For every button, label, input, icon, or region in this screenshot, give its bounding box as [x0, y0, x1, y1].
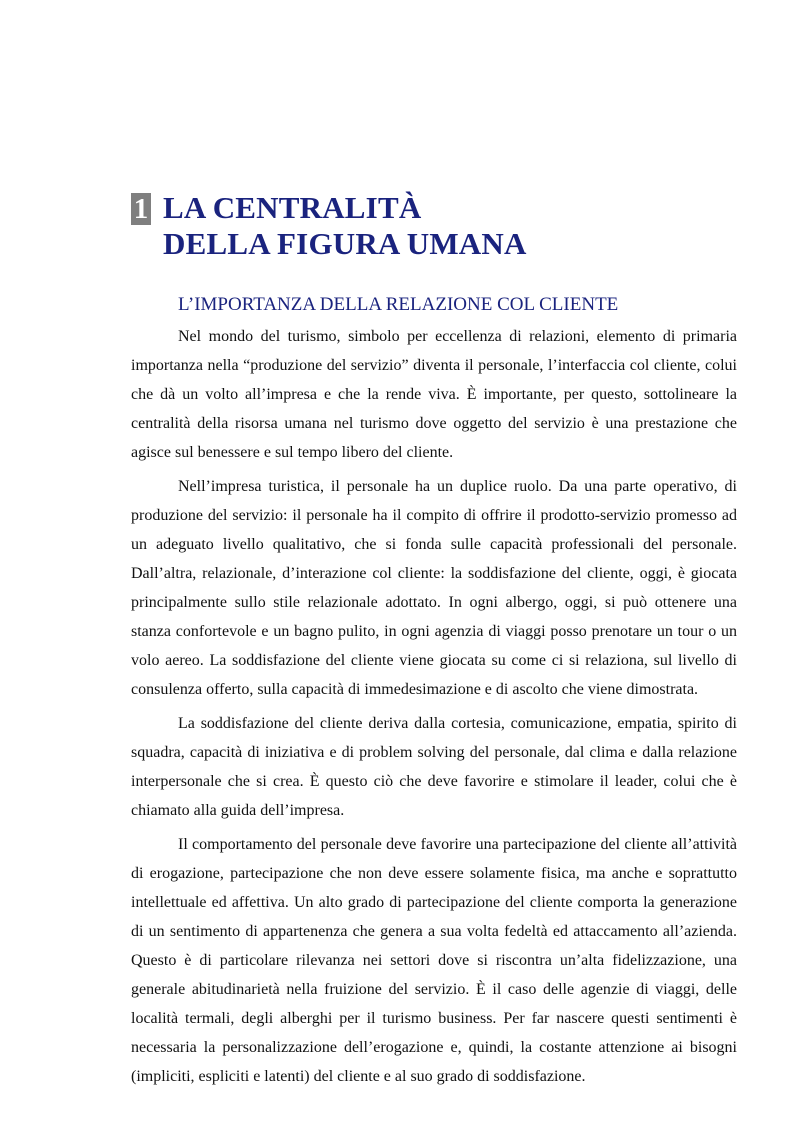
paragraph: Nell’impresa turistica, il personale ha un duplice ruolo. Da una parte operativo, di produzione del servizio: il personale ha il compito di offrire il prodotto-servizio promesso ad un adeguato livello qualitativo, che si fonda sulle capacità professionali del personale. Dall’altra, relazionale, d’interazione col cliente: la soddisfazione del cliente, oggi, è giocata principalmente sullo stile relazionale adottato. In ogni albergo, oggi, si può ottenere una stanza confortevole e un bagno pulito, in ogni agenzia di viaggi posso prenotare un tour o un volo aereo. La soddisfazione del cliente viene giocata su come ci si relaziona, sul livello di consulenza offerto, sulla capacità di immedesimazione e di ascolto che viene dimostrata. — [131, 478, 737, 698]
chapter-number-box: 1 — [131, 193, 151, 225]
chapter-title-line-1: LA CENTRALITÀ — [163, 190, 422, 225]
paragraph: Nel mondo del turismo, simbolo per eccellenza di relazioni, elemento di primaria importanza nella “produzione del servizio” diventa il personale, l’interfaccia col cliente, colui che dà un volto all’impresa e che la rende viva. È importante, per questo, sottolineare la centralità della risorsa umana nel turismo dove oggetto del servizio è una prestazione che agisce sul benessere e sul tempo libero del cliente. — [131, 328, 737, 461]
section-title: L’IMPORTANZA DELLA RELAZIONE COL CLIENTE — [178, 294, 619, 315]
body-text — [131, 322, 737, 1096]
paragraph: Il comportamento del personale deve favorire una partecipazione del cliente all’attività di erogazione, partecipazione che non deve essere solamente fisica, ma anche e soprattutto intellettuale ed affettiva. Un alto grado di partecipazione del cliente comporta la generazione di un sentimento di appartenenza che genera a sua volta fedeltà ed attaccamento all’azienda. Questo è di particolare rilevanza nei settori dove si riscontra un’alta fidelizzazione, una generale abitudinarietà nella fruizione del servizio. È il caso delle agenzie di viaggi, delle località termali, degli alberghi per il turismo business. Per far nascere questi sentimenti è necessaria la personalizzazione dell’erogazione e, quindi, la costante attenzione ai bisogni (impliciti, espliciti e latenti) del cliente e al suo grado di soddisfazione. — [131, 836, 737, 1085]
paragraph: La soddisfazione del cliente deriva dalla cortesia, comunicazione, empatia, spirito di squadra, capacità di iniziativa e di problem solving del personale, dal clima e dalla relazione interpersonale che si crea. È questo ciò che deve favorire e stimolare il leader, colui che è chiamato alla guida dell’impresa. — [131, 715, 737, 819]
chapter-title-line-2: DELLA FIGURA UMANA — [163, 226, 527, 261]
chapter-title — [163, 190, 527, 262]
